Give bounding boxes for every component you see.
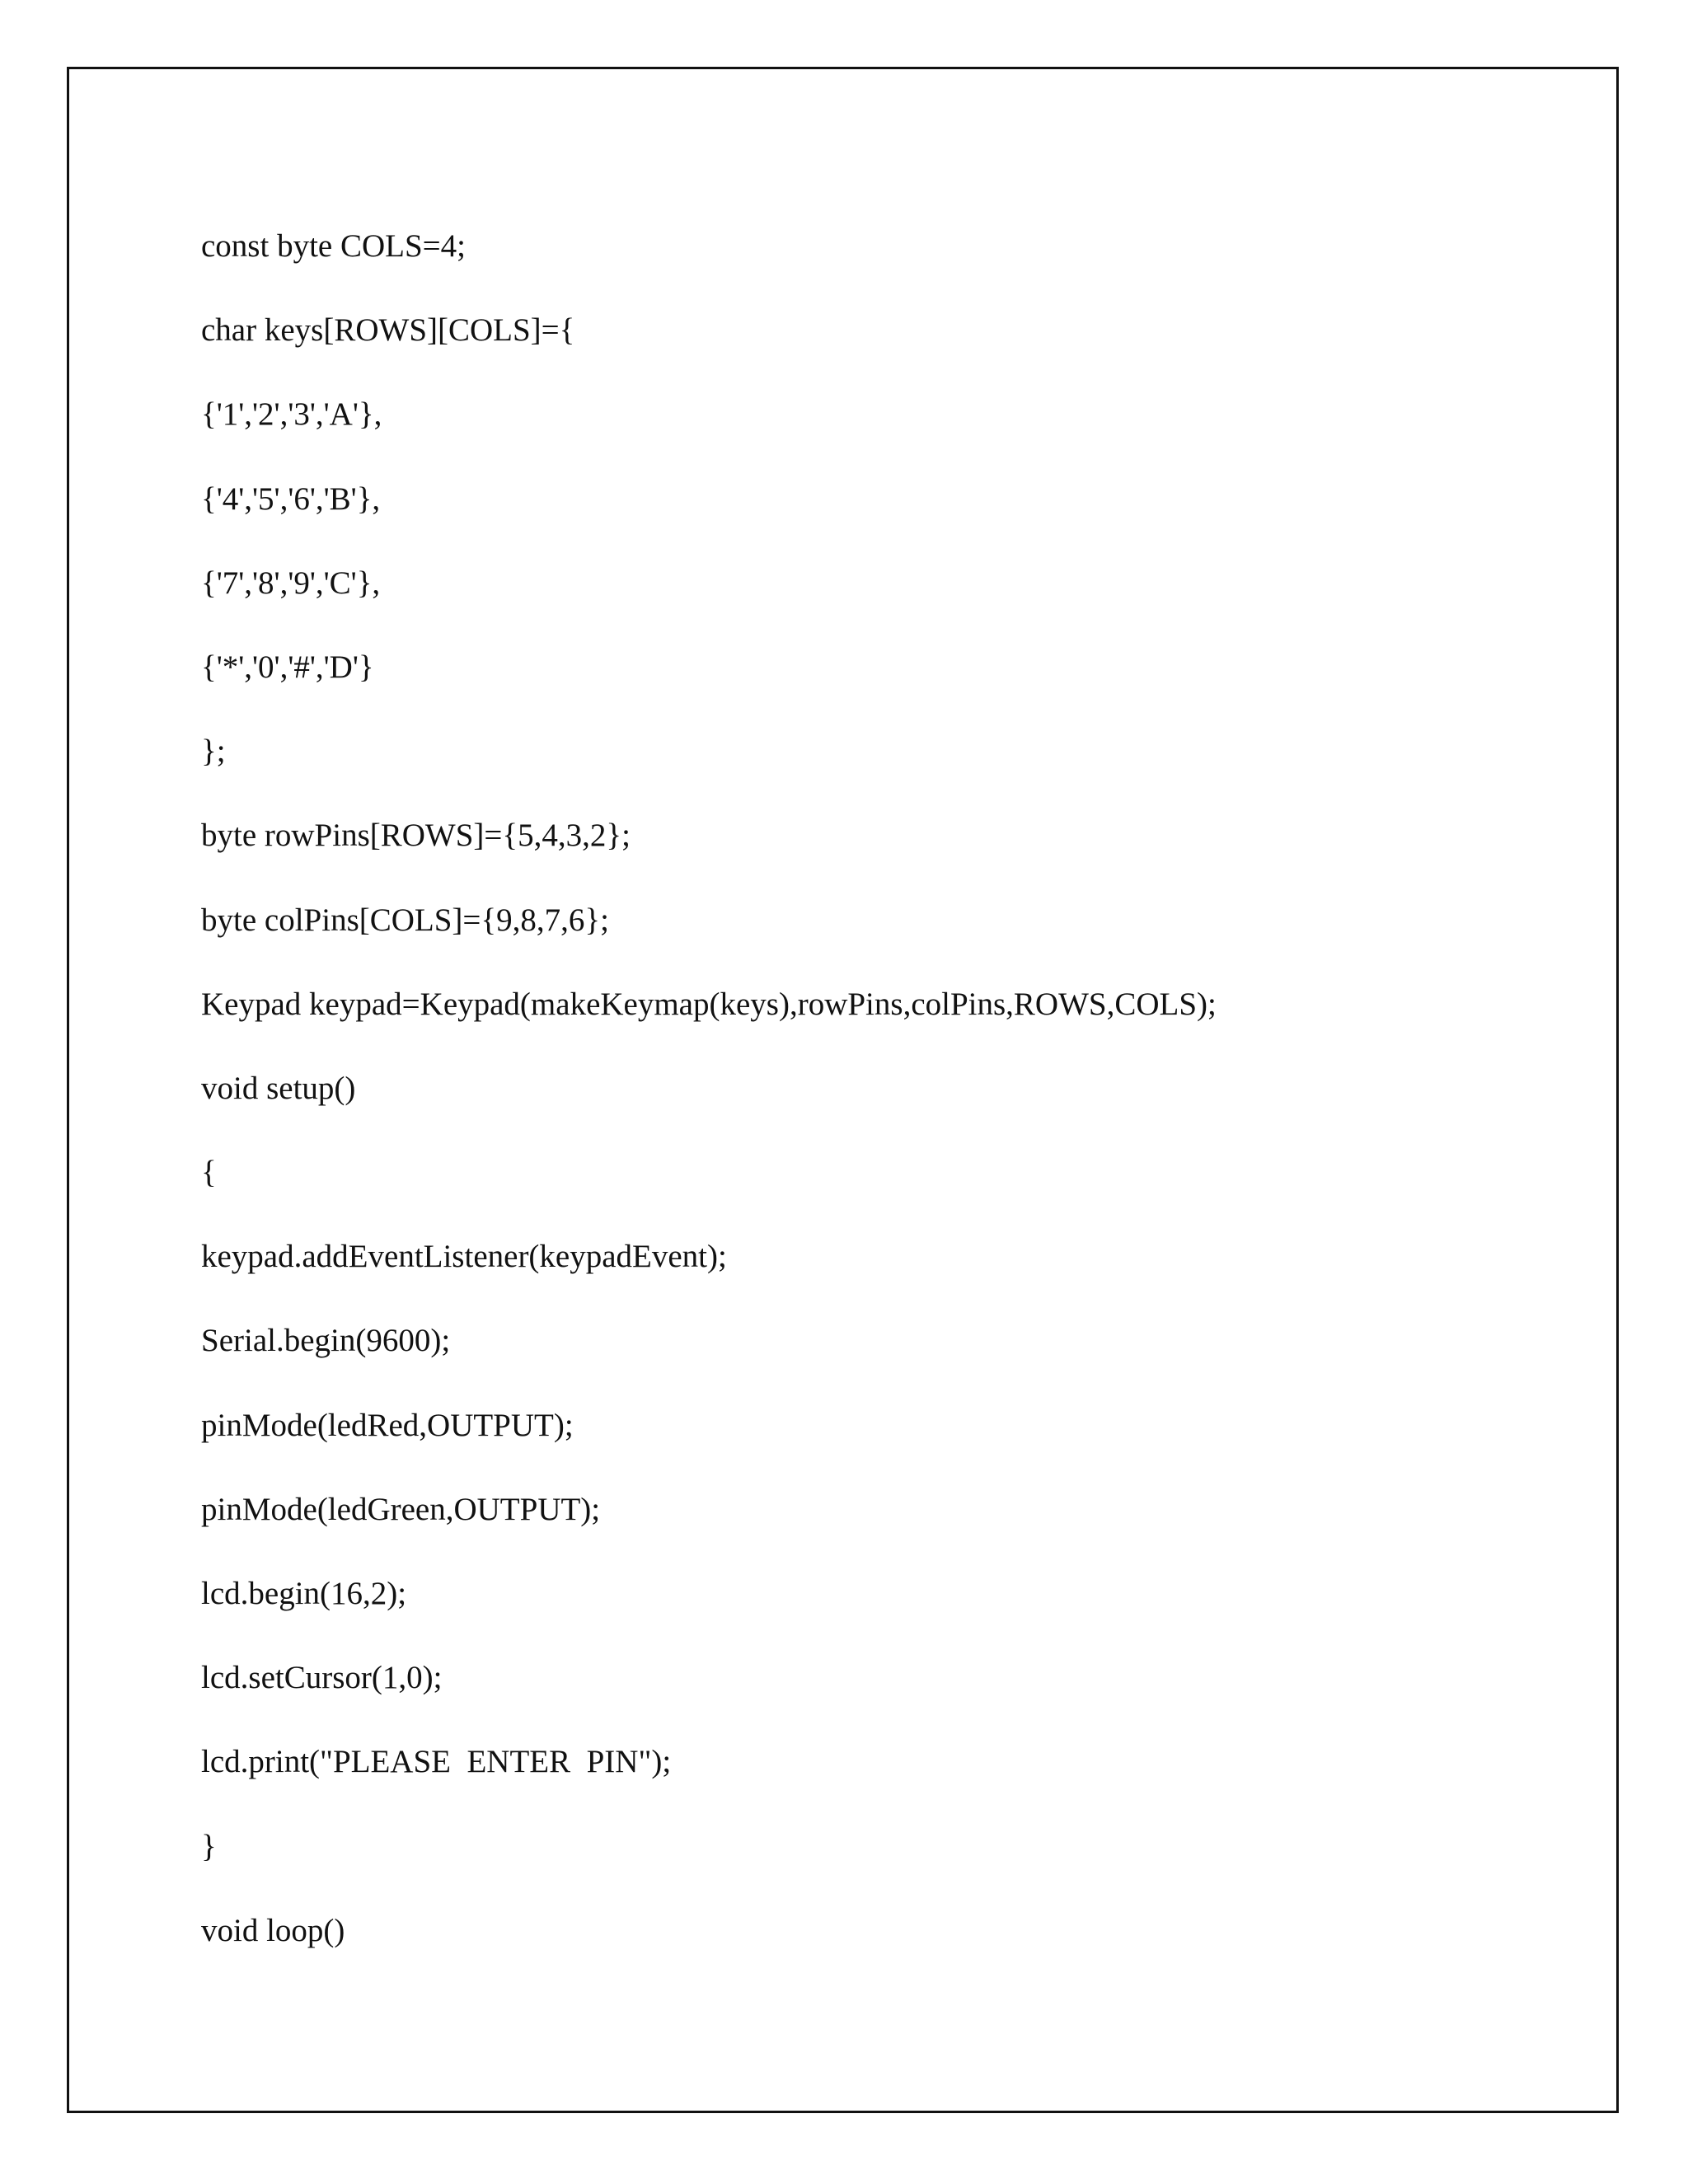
code-line: } <box>201 1828 217 1864</box>
code-line: keypad.addEventListener(keypadEvent); <box>201 1239 727 1275</box>
code-line: {'4','5','6','B'}, <box>201 480 381 517</box>
code-line: {'1','2','3','A'}, <box>201 396 382 433</box>
code-line: byte rowPins[ROWS]={5,4,3,2}; <box>201 818 631 854</box>
code-line: { <box>201 1155 217 1191</box>
page-frame <box>67 67 1619 2113</box>
code-line: void loop() <box>201 1912 345 1948</box>
code-line: lcd.setCursor(1,0); <box>201 1660 443 1696</box>
code-line: lcd.begin(16,2); <box>201 1576 407 1611</box>
code-line: void setup() <box>201 1070 356 1106</box>
code-listing <box>201 226 1217 1994</box>
code-line: const byte COLS=4; <box>201 228 466 264</box>
code-line: pinMode(ledGreen,OUTPUT); <box>201 1491 601 1527</box>
code-line: pinMode(ledRed,OUTPUT); <box>201 1407 574 1443</box>
code-line: {'*','0','#','D'} <box>201 649 374 685</box>
code-line: byte colPins[COLS]={9,8,7,6}; <box>201 902 609 938</box>
code-line: lcd.print("PLEASE ENTER PIN"); <box>201 1744 672 1780</box>
code-line: {'7','8','9','C'}, <box>201 565 381 601</box>
code-line: Serial.begin(9600); <box>201 1323 451 1359</box>
code-line: char keys[ROWS][COLS]={ <box>201 312 575 349</box>
code-line: Keypad keypad=Keypad(makeKeymap(keys),rowPins,colPins,ROWS,COLS); <box>201 986 1217 1022</box>
code-line: }; <box>201 733 226 770</box>
